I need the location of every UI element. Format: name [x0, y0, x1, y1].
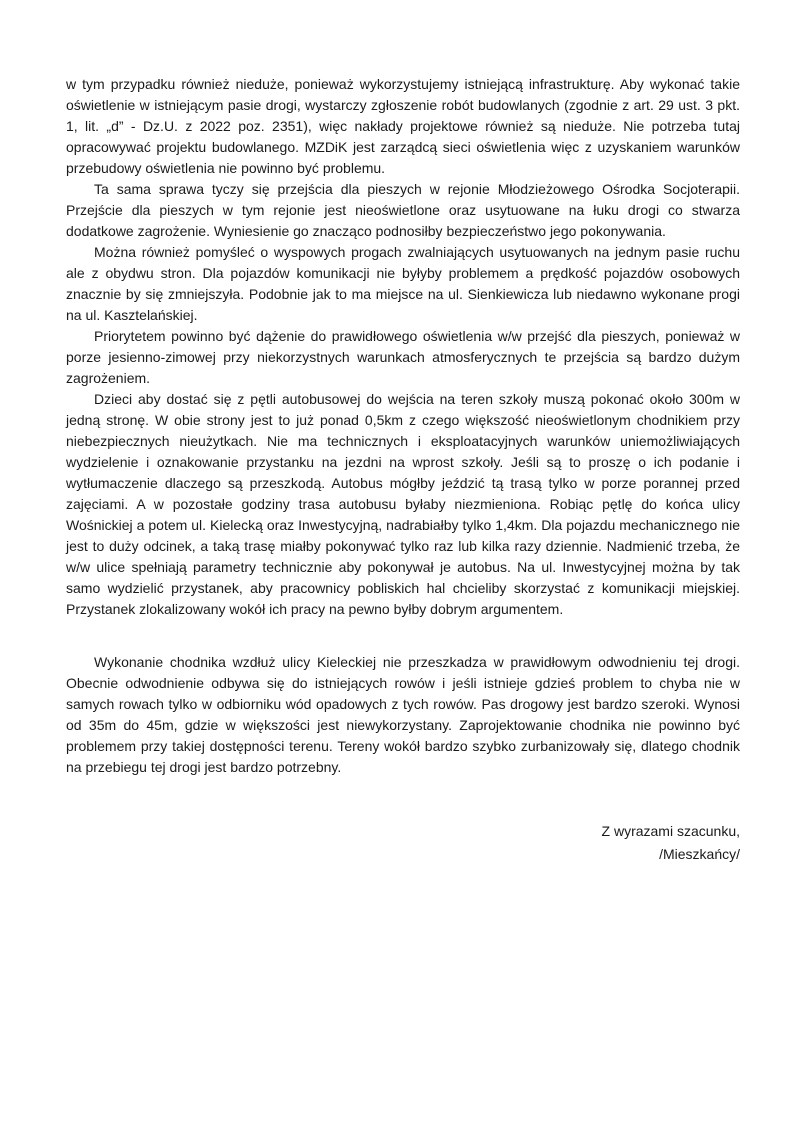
body-paragraph-5: Dzieci aby dostać się z pętli autobusowej do wejścia na teren szkoły muszą pokonać około 300m w jedną stronę. W obie strony jest to już ponad 0,5km z czego większość nieoświetlonym chodnikiem przy niebezpiecznych nieużytkach. Nie ma technicznych i eksploatacyjnych warunków uniemożliwiających wydzielenie i oznakowanie przystanku na jezdni na wprost szkoły. Jeśli są to proszę o ich podanie i wytłumaczenie dlaczego są przeszkodą. Autobus mógłby jeździć tą trasą tylko w porze porannej przed zajęciami. A w pozostałe godziny trasa autobusu byłaby niezmieniona. Robiąc pętlę do końca ulicy Wośnickiej a potem ul. Kielecką oraz Inwestycyjną, nadrabiałby tylko 1,4km. Dla pojazdu mechanicznego nie jest to duży odcinek, a taką trasę miałby pokonywać tylko raz lub kilka razy dziennie. Nadmienić trzeba, że w/w ulice spełniają parametry technicznie aby pokonywał je autobus. Na ul. Inwestycyjnej można by tak samo wydzielić przystanek, aby pracownicy pobliskich hal chcieliby skorzystać z komunikacji miejskiej. Przystanek zlokalizowany wokół ich pracy na pewno byłby dobrym argumentem. — [66, 391, 740, 617]
body-paragraph-6: Wykonanie chodnika wzdłuż ulicy Kieleckiej nie przeszkadza w prawidłowym odwodnieniu tej drogi. Obecnie odwodnienie odbywa się do istniejących rowów i jeśli istnieje gdzieś problem to chyba nie w samych rowach tylko w odbiorniku wód opadowych z tych rowów. Pas drogowy jest bardzo szeroki. Wynosi od 35m do 45m, gdzie w większości jest niewykorzystany. Zaprojektowanie chodnika nie powinno być problemem przy takiej dostępności terenu. Tereny wokół bardzo szybko zurbanizowały się, dlatego chodnik na przebiegu tej drogi jest bardzo potrzebny. — [66, 654, 740, 775]
body-paragraph-3: Można również pomyśleć o wyspowych progach zwalniających usytuowanych na jednym pasie ruchu ale z obydwu stron. Dla pojazdów komunikacji nie byłyby problemem a prędkość pojazdów osobowych znacznie by się zmniejszyła. Podobnie jak to ma miejsce na ul. Sienkiewicza lub niedawno wykonane progi na ul. Kasztelańskiej. — [66, 244, 740, 323]
body-paragraph-4: Priorytetem powinno być dążenie do prawidłowego oświetlenia w/w przejść dla pieszych, ponieważ w porze jesienno-zimowej przy niekorzystnych warunkach atmosferycznych te przejścia są bardzo dużym zagrożeniem. — [66, 328, 740, 386]
closing-block — [66, 820, 740, 866]
closing-signature: /Mieszkańcy/ — [659, 846, 740, 862]
body-paragraph-1: w tym przypadku również nieduże, ponieważ wykorzystujemy istniejącą infrastrukturę. Aby wykonać takie oświetlenie w istniejącym pasie drogi, wystarczy zgłoszenie robót budowlanych (zgodnie z art. 29 ust. 3 pkt. 1, lit. „d” - Dz.U. z 2022 poz. 2351), więc nakłady projektowe również są nieduże. Nie potrzeba tutaj opracowywać projektu budowlanego. MZDiK jest zarządcą sieci oświetlenia więc z uzyskaniem warunków przebudowy oświetlenia nie powinno być problemu. — [66, 76, 740, 176]
closing-salutation: Z wyrazami szacunku, — [601, 823, 740, 839]
body-paragraph-2: Ta sama sprawa tyczy się przejścia dla pieszych w rejonie Młodzieżowego Ośrodka Socjoterapii. Przejście dla pieszych w tym rejonie jest nieoświetlone oraz usytuowane na łuku drogi co stwarza dodatkowe zagrożenie. Wyniesienie go znacząco podnosiłby bezpieczeństwo jego pokonywania. — [66, 181, 740, 239]
